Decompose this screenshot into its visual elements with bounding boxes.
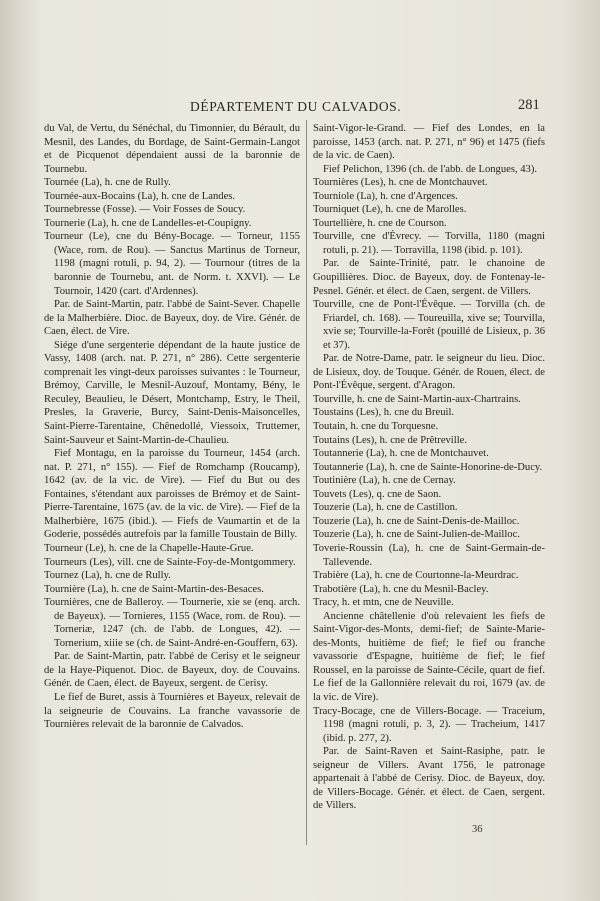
gazetteer-entry: Touzerie (La), h. cne de Castillon.: [313, 502, 458, 514]
entry-paragraph: Siége d'une sergenterie dépendant de la haute justice de Vassy, 1408 (arch. nat. P. 271, n° 286). Cette sergenterie comprenait les vingt-deux paroisses suivantes : le Tourneur, Brémoy, Carville, le Mesnil-Auzouf, Montamy, Bény, le Reculey, Beaulieu, le Désert, Montchamp, Estry, le Theil, Presles, la Graverie, Burcy, Saint-Denis-Maisoncelles, Saint-Pierre-Tarentaine, Chênedollé, Viessoix, Truttemer, Saint-Sauveur et Saint-Martin-de-Chaulieu.: [44, 339, 300, 446]
gazetteer-entry: Touzerie (La), h. cne de Saint-Denis-de-Mailloc.: [313, 515, 520, 527]
gazetteer-entry: Toverie-Roussin (La), h. cne de Saint-Germain-de-Tallevende.: [313, 542, 545, 568]
gazetteer-entry: Tourneur (Le), cne du Bény-Bocage. — Torneur, 1155 (Wace, rom. de Rou). — Sanctus Martinus de Torneur, 1198 (magni rotuli, p. 94, 2). — Tournour (titres de la baronnie de Tournebu, ant. de Norm. t. XXVI). — Le Tournoir, 1420 (cart. d'Ardennes).: [44, 231, 300, 297]
continued-entry: du Val, de Vertu, du Sénéchal, du Timonnier, du Bérault, du Mesnil, des Landes, du Bordage, de Saint-Germain-Langot et de Picquenot dépendaient aussi de la baronnie de Tournebu.: [44, 123, 300, 175]
gazetteer-entry: Tournée (La), h. cne de Rully.: [44, 177, 171, 189]
gazetteer-entry: Toutains (Les), h. cne de Prêtreville.: [313, 434, 467, 446]
entry-paragraph: Par. de Saint-Raven et Saint-Rasiphe, patr. le seigneur de Villers. Avant 1756, le patronage appartenait à l'abbé de Cerisy. Dioc. de Bayeux, doy. de Villers-Bocage. Génér. et élect. de Caen, sergent. de Villers.: [313, 746, 545, 812]
right-column: [313, 122, 545, 813]
gazetteer-entry: Touvets (Les), q. cne de Saon.: [313, 488, 442, 500]
entry-paragraph: Par. de Sainte-Trinité, patr. le chanoine de Goupillières. Dioc. de Bayeux, doy. de Fontenay-le-Pesnel. Génér. et élect. de Caen, sergent. de Villers.: [313, 258, 545, 297]
gazetteer-entry: Trabotière (La), h. cne du Mesnil-Bacley.: [313, 583, 489, 595]
gazetteer-entry: Tournerie (La), h. cne de Landelles-et-Coupigny.: [44, 217, 252, 229]
entry-paragraph: Fief Pelichon, 1396 (ch. de l'abb. de Longues, 43).: [323, 163, 538, 175]
entry-paragraph: Le fief de Buret, assis à Tournières et Bayeux, relevait de la seigneurie de Couvains. La franche vavassorie de Tournières relevait de la baronnie de Calvados.: [44, 691, 300, 731]
running-title: DÉPARTEMENT DU CALVADOS.: [190, 99, 402, 114]
left-column: [44, 122, 300, 732]
column-divider: [306, 120, 307, 845]
gazetteer-entry: Tournière (La), h. cne de Saint-Martin-des-Besaces.: [44, 583, 264, 595]
gazetteer-entry: Tournée-aux-Bocains (La), h. cne de Landes.: [44, 190, 236, 202]
page-number: 281: [518, 97, 540, 113]
gazetteer-entry: Toutinière (La), h. cne de Cernay.: [313, 475, 456, 487]
gazetteer-entry: Tourville, cne de Pont-l'Évêque. — Torvilla (ch. de Friardel, ch. 168). — Toureuilla, xive se; Tourvilla, xvie se; Tourville-la-Forêt (pouillé de Lisieux, p. 36 et 37).: [313, 299, 545, 351]
gazetteer-entry: Toutannerie (La), h. cne de Montchauvet.: [313, 448, 489, 460]
gazetteer-entry: Tourniquet (Le), h. cne de Marolles.: [313, 204, 467, 216]
gazetteer-entry: Tourville, cne d'Évrecy. — Torvilla, 1180 (magni rotuli, p. 21). — Torravilla, 1198 (ibid. p. 101).: [313, 231, 545, 256]
gazetteer-entry: Toustains (Les), h. cne du Breuil.: [313, 407, 455, 419]
gazetteer-entry: Tracy, h. et mtn, cne de Neuville.: [313, 597, 454, 609]
entry-paragraph: Par. de Saint-Martin, patr. l'abbé de Cerisy et le seigneur de la Haye-Piquenot. Dioc. de Bayeux, doy. de Couvains. Génér. de Caen, élect. de Bayeux, sergent. de Cerisy.: [44, 651, 300, 690]
gazetteer-entry: Tourniole (La), h. cne d'Argences.: [313, 190, 458, 202]
entry-paragraph: Fief Montagu, en la paroisse du Tourneur, 1454 (arch. nat. P. 271, n° 155). — Fief de Romchamp (Roucamp), 1642 (av. de la vic. de Vire). — Fief du But ou des Fontaines, s'étendant aux paroisses de Brémoy et de Saint-Pierre-Tarentaine, 1675 (av. de la vic. de Vire). — Fief de la Malherbière, 1675 (ibid.). — Fiefs de Vaumartin et de la Goderie, possédés autrefois par la famille Toustain de Billy.: [44, 448, 300, 541]
gazetteer-entry: Tourneurs (Les), vill. cne de Sainte-Foy-de-Montgommery.: [44, 556, 296, 568]
entry-paragraph: Ancienne châtellenie d'où relevaient les fiefs de Saint-Vigor-des-Monts, demi-fief; de Sainte-Marie-des-Monts, huitième de fief; le fief ou franche vavassorie d'Espagne, huitième de fief; le fief Roussel, en la paroisse de Sainte-Cécile, quart de fief. Le fief de la Gallonnière relevait du roi, 1679 (av. de la vic. de Vire).: [313, 610, 545, 703]
gazetteer-entry: Tracy-Bocage, cne de Villers-Bocage. — Traceium, 1198 (magni rotuli, p. 3, 2). — Tracheium, 1417 (ibid. p. 277, 2).: [313, 705, 545, 744]
gazetteer-entry: Tournez (La), h. cne de Rully.: [44, 570, 171, 582]
gazetteer-entry: Trabière (La), h. cne de Courtonne-la-Meurdrac.: [313, 570, 519, 582]
gazetteer-entry: Tourneur (Le), h. cne de la Chapelle-Haute-Grue.: [44, 542, 254, 554]
gazetteer-entry: Toutannerie (La), h. cne de Sainte-Honorine-de-Ducy.: [313, 461, 543, 473]
continued-entry: Saint-Vigor-le-Grand. — Fief des Londes, en la paroisse, 1453 (arch. nat. P. 271, n° 96) et 1475 (fiefs de la vic. de Caen).: [313, 123, 545, 162]
gazetteer-entry: Tournières (Les), h. cne de Montchauvet.: [313, 177, 488, 189]
gazetteer-entry: Touzerie (La), h. cne de Saint-Julien-de-Mailloc.: [313, 529, 520, 541]
entry-paragraph: Par. de Saint-Martin, patr. l'abbé de Saint-Sever. Chapelle de la Malherbière. Dioc. de Bayeux, doy. de Vire. Génér. de Caen, élect. de Vire.: [44, 299, 300, 338]
gazetteer-entry: Tourville, h. cne de Saint-Martin-aux-Chartrains.: [313, 393, 521, 405]
entry-paragraph: Par. de Notre-Dame, patr. le seigneur du lieu. Dioc. de Lisieux, doy. de Touque. Génér. de Rouen, élect. de Pont-l'Évêque, sergent. d'Aragon.: [313, 353, 545, 392]
gazetteer-entry: Tournières, cne de Balleroy. — Tournerie, xie se (enq. arch. de Bayeux). — Tornieres, 1155 (Wace, rom. de Rou). — Torneriæ, 1247 (ch. de l'abb. de Longues, 42). — Tornerium, xiiie se (ch. de Saint-André-en-Gouffern, 63).: [44, 597, 300, 649]
gazetteer-entry: Toutain, h. cne du Torquesne.: [313, 421, 439, 433]
gazetteer-entry: Tournebresse (Fosse). — Voir Fosses de Soucy.: [44, 204, 246, 216]
signature-mark: 36: [472, 824, 483, 835]
page-header: [0, 95, 600, 119]
gazetteer-entry: Tourtellière, h. cne de Courson.: [313, 217, 447, 229]
